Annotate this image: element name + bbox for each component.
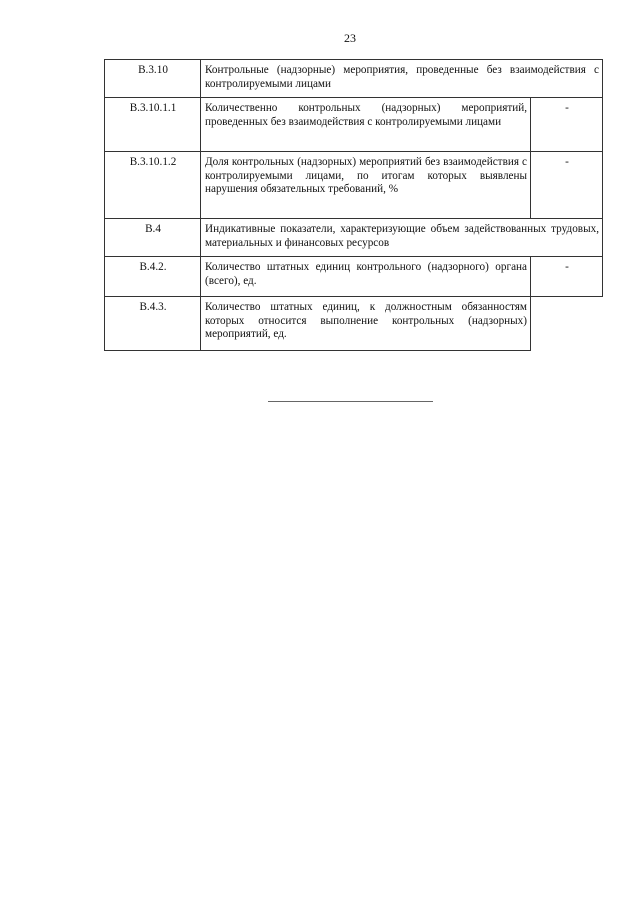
row-value: - <box>531 257 603 297</box>
row-code: В.3.10 <box>105 60 201 98</box>
row-value-empty <box>531 297 603 351</box>
row-description: Индикативные показатели, характеризующие объем задействованных трудовых, материальных и финансовых ресурсов <box>201 219 603 257</box>
row-code: В.4.2. <box>105 257 201 297</box>
row-code: В.4 <box>105 219 201 257</box>
row-description: Количество штатных единиц контрольного (надзорного) органа (всего), ед. <box>201 257 531 297</box>
indicators-table <box>104 59 603 351</box>
row-description: Контрольные (надзорные) мероприятия, проведенные без взаимодействия с контролируемыми лицами <box>201 60 603 98</box>
page-number: 23 <box>344 31 356 45</box>
row-code: В.3.10.1.2 <box>105 152 201 219</box>
row-value: - <box>531 152 603 219</box>
table-row <box>105 219 603 257</box>
end-separator-line <box>268 401 433 402</box>
row-code: В.3.10.1.1 <box>105 98 201 152</box>
table-row <box>105 257 603 297</box>
table-row <box>105 98 603 152</box>
table-row <box>105 297 603 351</box>
table-row <box>105 152 603 219</box>
row-code: В.4.3. <box>105 297 201 351</box>
table-row <box>105 60 603 98</box>
row-description: Доля контрольных (надзорных) мероприятий без взаимодействия с контролируемыми лицами, по итогам которых выявлены нарушения обязательных требований, % <box>201 152 531 219</box>
row-description: Количественно контрольных (надзорных) мероприятий, проведенных без взаимодействия с контролируемыми лицами <box>201 98 531 152</box>
row-description: Количество штатных единиц, к должностным обязанностям которых относится выполнение контрольных (надзорных) мероприятий, ед. <box>201 297 531 351</box>
row-value: - <box>531 98 603 152</box>
